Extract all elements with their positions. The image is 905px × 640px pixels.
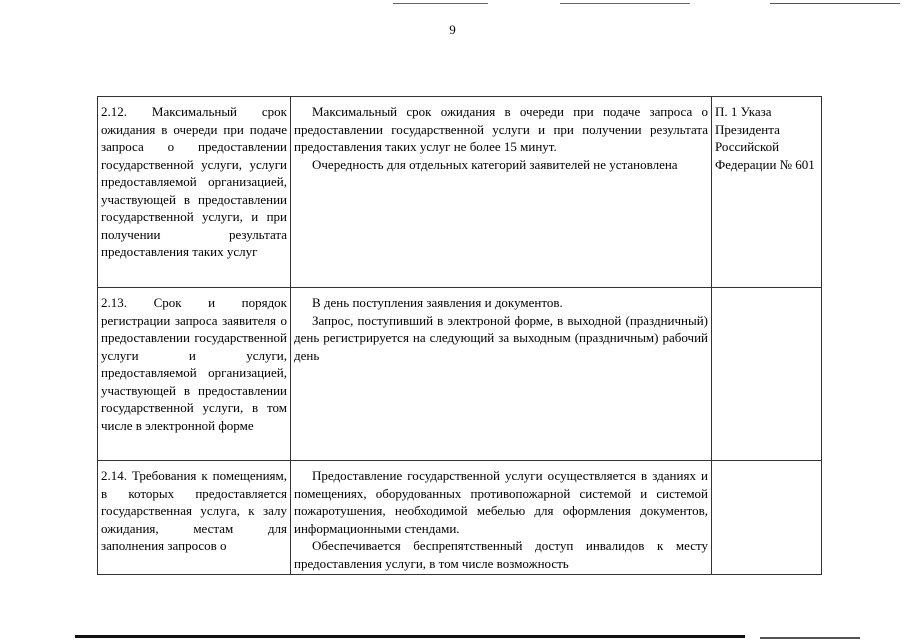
row-title-cell — [98, 288, 291, 461]
content-paragraph: Очередность для отдельных категорий заявителей не установлена — [312, 156, 678, 172]
content-paragraph: В день поступления заявления и документов. — [312, 295, 563, 310]
requirements-table — [97, 96, 822, 575]
row-title: 2.13. Срок и порядок регистрации запроса заявителя о предоставлении государственной услуги и услуги, предоставляемой организацией, участвующей в предоставлении государственной услуги, в том числе в электронной форме — [101, 295, 287, 433]
row-basis-cell: П. 1 Указа Президента Российской Федерации № 601 — [712, 97, 822, 288]
top-scan-line — [770, 3, 900, 4]
table-row — [98, 288, 822, 461]
content-paragraph: Предоставление государственной услуги осуществляется в зданиях и помещениях, оборудованных противопожарной системой и системой пожаротушения, необходимой мебелью для оформления документов, информационными стендами. — [294, 468, 708, 536]
page-number: 9 — [449, 22, 456, 37]
top-scan-line — [393, 3, 488, 4]
row-basis-cell — [712, 461, 822, 575]
content-paragraph: Запрос, поступивший в электроной форме, в выходной (праздничный) день регистрируется на следующий за выходным (праздничным) рабочий день — [294, 312, 708, 363]
table-row — [98, 461, 822, 575]
content-paragraph: Максимальный срок ожидания в очереди при подаче запроса о предоставлении государственной услуги и при получении результата предоставления таких услуг не более 15 минут. — [294, 104, 708, 154]
bottom-scan-line — [75, 635, 745, 638]
row-title-cell — [98, 461, 291, 575]
row-title: 2.14. Требования к помещениям, в которых предоставляется государственная услуга, к залу ожидания, местам для заполнения запросов о — [101, 468, 287, 553]
content-paragraph: Обеспечивается беспрепятственный доступ инвалидов к месту предоставления услуги, в том числе возможность — [294, 538, 708, 571]
row-content-cell — [291, 288, 712, 461]
row-content-cell — [291, 461, 712, 575]
top-scan-line — [560, 3, 690, 4]
row-basis-cell — [712, 288, 822, 461]
row-title: 2.12. Максимальный срок ожидания в очереди при подаче запроса о предоставлении государственной услуги, услуги предоставляемой организацией, участвующей в предоставлении государственной услуги, и при получении результата предоставления таких услуг — [101, 104, 287, 259]
bottom-scan-line — [760, 637, 860, 639]
row-title-cell — [98, 97, 291, 288]
row-content-cell — [291, 97, 712, 288]
table-row — [98, 97, 822, 288]
